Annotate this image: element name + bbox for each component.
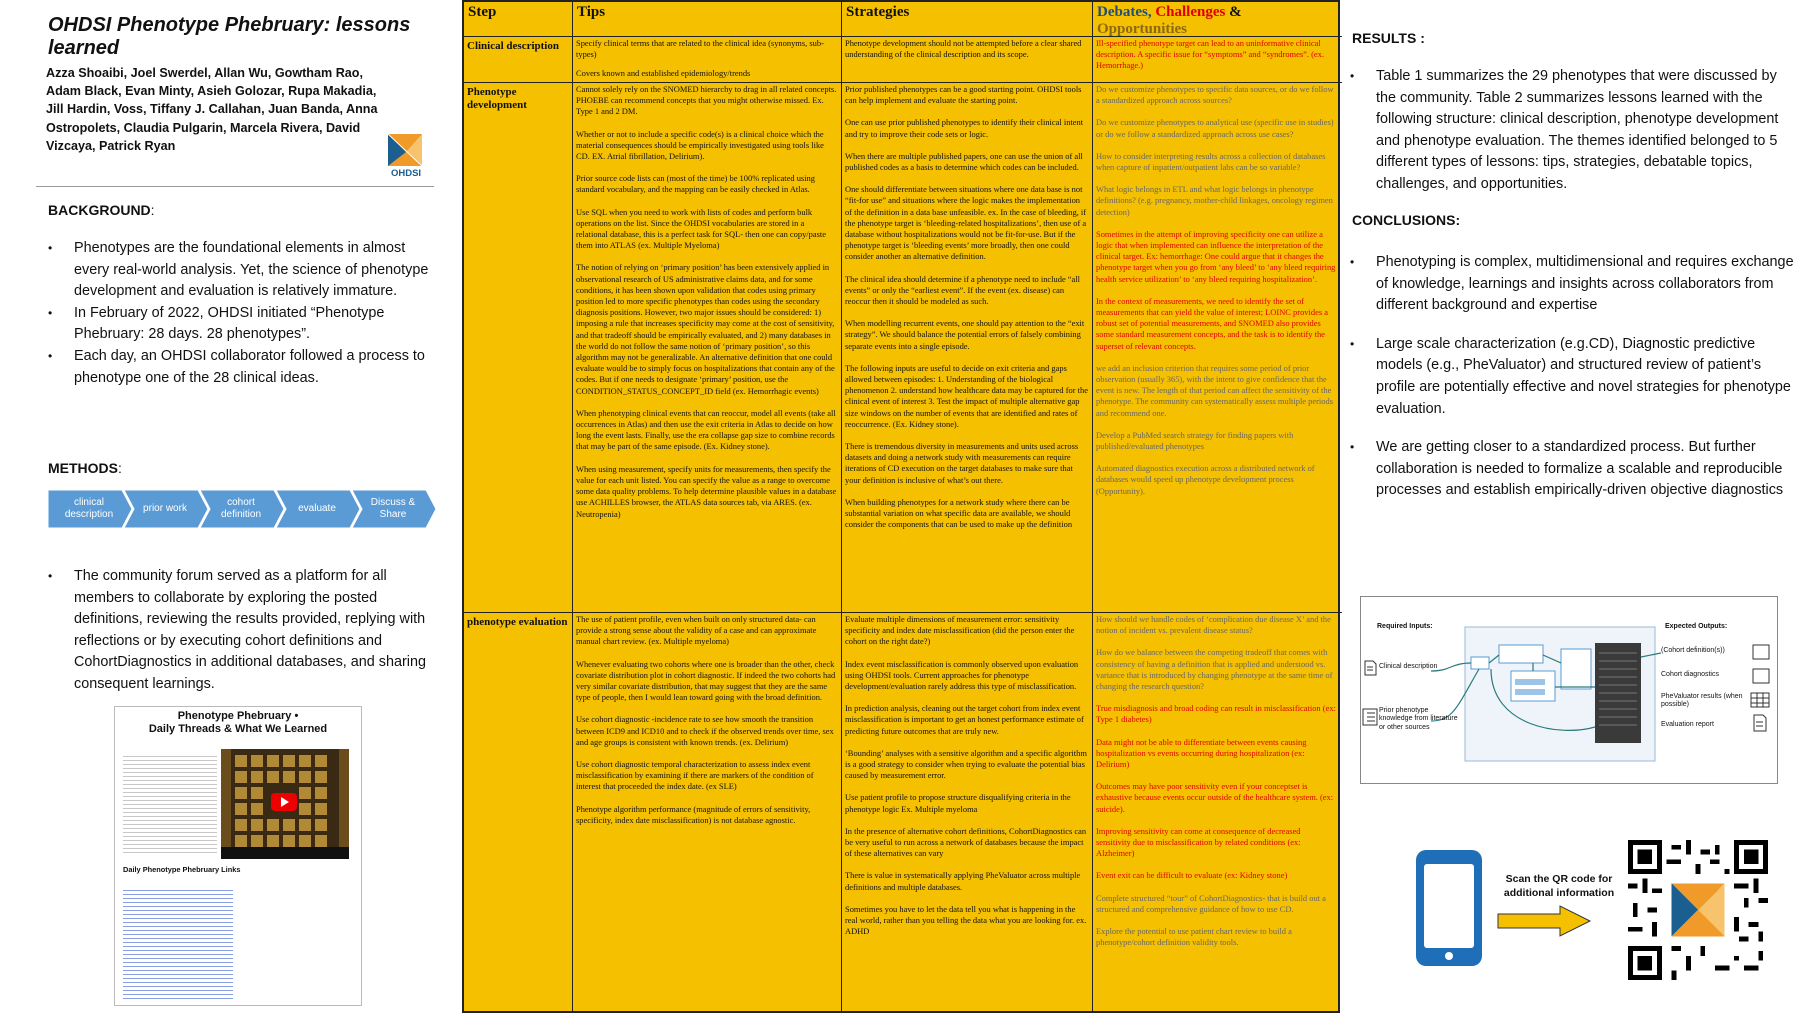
code-file-icon [1753, 645, 1769, 659]
thumbnail-links-heading: Daily Phenotype Phebruary Links [123, 865, 241, 874]
outputs-heading: Expected Outputs: [1665, 623, 1728, 630]
thumbnail-title: Phenotype Phebruary • Daily Threads & What We Learned [148, 710, 328, 735]
debates-cell: How should we handle codes of ‘complication due disease X’ and the notion of incident vs. prevalent disease status? How do we balance between the competing tradeoff that comes with consistency of having a definition that is applied and understood vs. variance that is introduced by changing phenotype at the same time of changing the research question? True misdiagnosis and broad coding can result in misclassification (ex: Type 1 diabetes) Data might not be able to differentiate between events causing hospitalization vs events occurring during hospitalization (ex: Delirium) Outcomes may have poor sensitivity even if your conceptset is exhaustive because events occur outside of the healthcare system. (ex: suicide). Improving sensitivity can come at consequence of decreased sensitivity due to misclassification by related conditions (ex: Alzheimer) Event exit can be difficult to evaluate (ex: Kidney stone) Complete structured “tour” of CohortDiagnostics- that is build out a structured and comprehensive guidance of how to use CD. Explore the potential to use patient chart review to build a phenotype/cohort definition validity tools. [1096, 614, 1336, 948]
ohdsi-logo-text: OHDSI [390, 168, 422, 179]
list-item: • In February of 2022, OHDSI initiated “Phenotype Phebruary: 28 days. 28 phenotypes”. [46, 303, 432, 346]
strategies-cell: Prior published phenotypes can be a good starting point. OHDSI tools can help implement and evaluate the starting point. One can use prior published phenotypes to identify their clinical intent and try to improve their code sets or logic. When there are multiple published papers, one can use the union of all published codes as a basis to determine which codes can be included. One should differentiate between situations where one data base is not “fit-for use” and situations where the logic makes the implementation of the definition in a data base unfeasible. ex. In the case of bleeding, if the phenotype target is ‘bleeding-related hospitalizations’, then use of a database without hospitalizations would not be fit-for-use. But if the phenotype target is ‘bleeding events’ more broadly, then one could consider another an alternative definition. The clinical idea should determine if a phenotype need to include “all events” or only the “earliest event”. If the event (ex. disease) can reoccur then it should be modeled as such. When modelling recurrent events, one should pay attention to the “exit strategy”. We should balance the potential errors of falsely combining separate events into a single episode. The following inputs are useful to decide on exit criteria and gaps allowed between episodes: 1. Understanding of the biological phenomenon 2. understand how healthcare data may be captured for the clinical event of interest 3. Test the impact of multiple alternative gap size windows on the number of events that are identified and rates of reoccurrence. (Ex. Kidney stone). There is tremendous diversity in measurements and units used across datasets and doing a network study with measurements can require iterations of CD execution on the target databases to make sure that your definition is inclusive of what’s out there. When building phenotypes for a network study where there can be substantial variation on what specific data are available, we should consider the components that can be used to make up the definition [845, 84, 1088, 530]
phebruary-thumbnail [114, 706, 362, 1006]
methods-heading: METHODS: [48, 460, 122, 476]
row-label-phenotype-evaluation: phenotype evaluation [467, 616, 568, 628]
poster-title: OHDSI Phenotype Phebruary: lessons learned [48, 14, 411, 59]
row-label-clinical-description: Clinical description [467, 40, 559, 52]
qr-instruction: Scan the QR code for additional information [1503, 873, 1615, 899]
report-icon [1754, 715, 1766, 731]
qr-section [1412, 840, 1778, 980]
list-item: • Each day, an OHDSI collaborator followed a process to phenotype one of the 28 clinical ideas. [46, 346, 432, 389]
methods-list [46, 566, 432, 696]
ohdsi-logo [386, 134, 426, 182]
debates-cell: Do we customize phenotypes to specific data sources, or do we follow a standardized approach across sources? Do we customize phenotypes to analytical use (specific use in studies) or do we follow a standardized approach across use cases? How to consider interpreting results across a collection of databases when capture of inpatient/outpatient labs can be so variable? What logic belongs in ETL and what logic belongs in phenotype definitions? (e.g. pregnancy, mother-child linkages, oncology regimen detection) Sometimes in the attempt of improving specificity one can utilize a logic that when implemented can influence the interpretation of the clinical target. Ex: hemorrhage: One could argue that it changes the phenotype target when you go from ‘any bleed’ to ‘any bleed requiring health service utilization’ to ‘any bleed requiring hospitalization’. In the context of measurements, we need to identify the set of measurements that can yield the value of interest; LOINC provides a robust set of potential measurements, and SNOMED also provides some standard measurement concepts, and the task is to identify the superset of relevant concepts. we add an inclusion criterion that requires some period of prior observation (usually 365), with the intent to give confidence that the event is new. The length of that period can affect the sensitivity of the phenotype. The community can systematically assess multiple periods and recommend one. Develop a PubMed search strategy for finding papers with published/evaluated phenotypes Automated diagnostics execution across a distributed network of databases would speed up phenotype development process (Opportunity). [1096, 84, 1336, 496]
results-heading: RESULTS : [1352, 30, 1425, 46]
arrow-right-icon [1496, 904, 1596, 938]
title-divider [36, 186, 434, 187]
list-item: • Phenotypes are the foundational elements in almost every real-world analysis. Yet, the science of phenotype development and evaluation is relatively immature. [46, 238, 432, 303]
methods-flow [48, 490, 436, 528]
qr-code[interactable] [1628, 840, 1768, 980]
list-item: • We are getting closer to a standardized process. But further collaboration is needed to formalize a scalable and reproducible processes and establish empirically-driven objective diagnostics [1348, 437, 1794, 502]
tips-cell: Specify clinical terms that are related to the clinical idea (synonyms, sub-types) Covers known and established epidemiology/trends [576, 38, 824, 79]
flow-step-label: cohort definition [220, 497, 262, 520]
list-item: • Table 1 summarizes the 29 phenotypes that were discussed by the community. Table 2 summarizes lessons learned with the following structure: clinical description, phenotype development and phenotype evaluation. The themes identified belonged to 5 different types of lessons: tips, strategies, debatable topics, challenges, and opportunities. [1348, 66, 1794, 196]
list-item: • The community forum served as a platform for all members to collaborate by exploring the posted definitions, reviewing the results provided, replying with reflections or by executing cohort definitions and CohortDiagnostics in additional databases, and sharing consequent learnings. [46, 566, 432, 696]
flow-step [200, 490, 284, 528]
row-label-phenotype-development: Phenotype development [467, 86, 527, 111]
inputs-heading: Required Inputs: [1377, 623, 1433, 630]
flow-step-label: prior work [143, 503, 187, 514]
lessons-table [462, 0, 1340, 1013]
flow-step [276, 490, 360, 528]
video-thumbnail [221, 749, 349, 859]
tips-cell: Cannot solely rely on the SNOMED hierarchy to drag in all related concepts. PHOEBE can recommend concepts that you might otherwise missed. Ex. Type 1 and 2 DM. Whether or not to include a specific code(s) is a clinical choice which the material consequences should be empirically investigated using tools like CD. EX. Atrial fibrillation, Delirium). Prior source code lists can (most of the time) be 100% replicated using standard vocabulary, and the mapping can be easily checked in Atlas. Use SQL when you need to work with lists of codes and perform bulk operations on the list. Since the OHDSI vocabularies are stored in a relational database, this is a perfect task for SQL- then one can copy/paste them into ATLAS (ex. Multiple Myeloma) The notion of relying on ‘primary position’ has been extensively applied in observational research of US administrative claims data, and for some conditions, it has been shown upon validation that codes using primary position led to more specific phenotypes than codes using the secondary diagnosis positions. However, two major issues should be considered: 1) imposing a rule that increases specificity may come at the cost of sensitivity, and that tradeoff should be empirically evaluated, and 2) many databases in the world do not follow the same notion of ‘primary position’, so this algorithm may not be generalizable. An alternative definition that one could evaluate would be to simply focus on hospitalizations that contain any of the codes. But if one needs to designate ‘primary’ position, use the CONDITION_STATUS_CONCEPT_ID field (ex. Hemorrhagic events) When phenotyping clinical events that can reoccur, model all events (take all occurrences in Atlas) and then use the exit criteria in Atlas to decide on how long the event lasts. Finally, use the era collapse gap size to combine records that may be part of the same episode. (Ex. Kidney stone). When using measurement, specify units for measurements, then specify the value for each unit listed. You can specify the value as a range to overcome some data quality problems. To help determine plausible values in a database use ACHILLES browser, the ATLAS data sources tab, via ARES. (ex. Neutropenia) [576, 84, 837, 519]
input-label: Clinical description [1379, 663, 1438, 670]
table-divider [464, 82, 1342, 83]
list-item: • Large scale characterization (e.g.CD), Diagnostic predictive models (e.g., PheValuator) and structured review of patient’s profile are potentially effective and novel strategies for phenotype evaluation. [1348, 334, 1794, 420]
thumbnail-links [123, 887, 233, 999]
flow-step-label: Discuss & Share [370, 497, 416, 520]
flow-step [124, 490, 208, 528]
workflow-diagram [1360, 596, 1778, 784]
flow-step-label: evaluate [298, 503, 336, 514]
input-label: Prior phenotype knowledge from literature or other sources [1379, 707, 1458, 731]
col-header-strategies: Strategies [846, 4, 910, 20]
document-icon [1365, 661, 1376, 675]
list-item: • Phenotyping is complex, multidimensional and requires exchange of knowledge, learnings and insights across collaborators from different background and expertise [1348, 252, 1794, 317]
flow-step [352, 490, 436, 528]
debates-cell: Ill-specified phenotype target can lead to an uninformative clinical description. A specific issue for “symptoms” and “syndromes”. (ex. Hemorrhage.) [1096, 38, 1324, 71]
results-list [1348, 66, 1794, 196]
thumbnail-paragraph [123, 753, 217, 855]
strategies-cell: Evaluate multiple dimensions of measurement error: sensitivity specificity and index date misclassification (did the person enter the cohort on the right date?) Index event misclassification is commonly observed upon evaluation using OHDSI tools. Current approaches for phenotype development/evaluation rarely address this type of misclassification. In prediction analysis, cleaning out the target cohort from index event misclassification is important to get an honest performance estimate of predicting future outcomes that are truly new. ‘Bounding’ analyses with a sensitive algorithm and a specific algorithm is a good strategy to consider when trying to evaluate the potential bias caused by measurement error. Use patient profile to propose structure disqualifying criteria in the phenotype logic Ex. Multiple myeloma In the presence of alternative cohort definitions, CohortDiagnostics can be very useful to run across a network of databases because the impact of these alternatives can vary There is value in systematically applying PheValuator across multiple definitions and multiple databases. Sometimes you have to let the data tell you what is happening in the real world, rather than you telling the data what you are looking for. ex. ADHD [845, 614, 1087, 937]
col-header-step: Step [468, 4, 497, 20]
left-column [0, 0, 450, 1013]
output-label: (Cohort definition(s)) [1661, 647, 1725, 654]
tips-cell: The use of patient profile, even when built on only structured data- can provide a strong sense about the validity of a case and can approximate manual chart review. (ex. Multiple myeloma) Whenever evaluating two cohorts where one is broader than the other, check covariate distribution plot in cohort diagnostic. If indeed the two cohorts had very similar covariate distribution, that may suggest that they are the same type of people, then I would lean toward going with the broad definition. Use cohort diagnostic -incidence rate to see how smooth the transition between ICD9 and ICD10 and to check if the observed trends over time, sex and age groups is consistent with known trends. (ex. Delirium) Use cohort diagnostic temporal characterization to assess index event misclassification by examining if there are markers of the condition of interest that proceeded the index date. (ex SLE) Phenotype algorithm performance (magnitude of errors of sensitivity, specificity, index date misclassification) is not database agnostic. [576, 614, 836, 825]
code-file-icon [1753, 669, 1769, 683]
background-list [46, 238, 432, 389]
strategies-cell: Phenotype development should not be attempted before a clear shared understanding of the clinical description and its scope. [845, 38, 1082, 60]
author-list: Azza Shoaibi, Joel Swerdel, Allan Wu, Gowtham Rao, Adam Black, Evan Minty, Asieh Golozar, Rupa Makadia, Jill Hardin, Voss, Tiffany J. Callahan, Juan Banda, Anna Ostropolets, Claudia Pulgarin, Marcela Rivera, David Vizcaya, Patrick Ryan [46, 66, 378, 153]
flow-step-label: clinical description [64, 497, 114, 520]
table-divider [464, 612, 1342, 613]
col-header-debates: Debates, Challenges & Opportunities [1097, 4, 1242, 37]
output-label: Cohort diagnostics [1661, 671, 1719, 678]
phone-icon [1412, 840, 1502, 970]
table-icon [1751, 693, 1769, 707]
conclusions-heading: CONCLUSIONS: [1352, 212, 1461, 228]
col-header-tips: Tips [577, 4, 606, 20]
output-label: Evaluation report [1661, 721, 1714, 728]
list-icon [1363, 709, 1377, 725]
background-heading: BACKGROUND: [48, 202, 155, 218]
flow-step [48, 490, 132, 528]
conclusions-list [1348, 252, 1794, 519]
output-label: PheValuator results (when possible) [1661, 693, 1743, 709]
